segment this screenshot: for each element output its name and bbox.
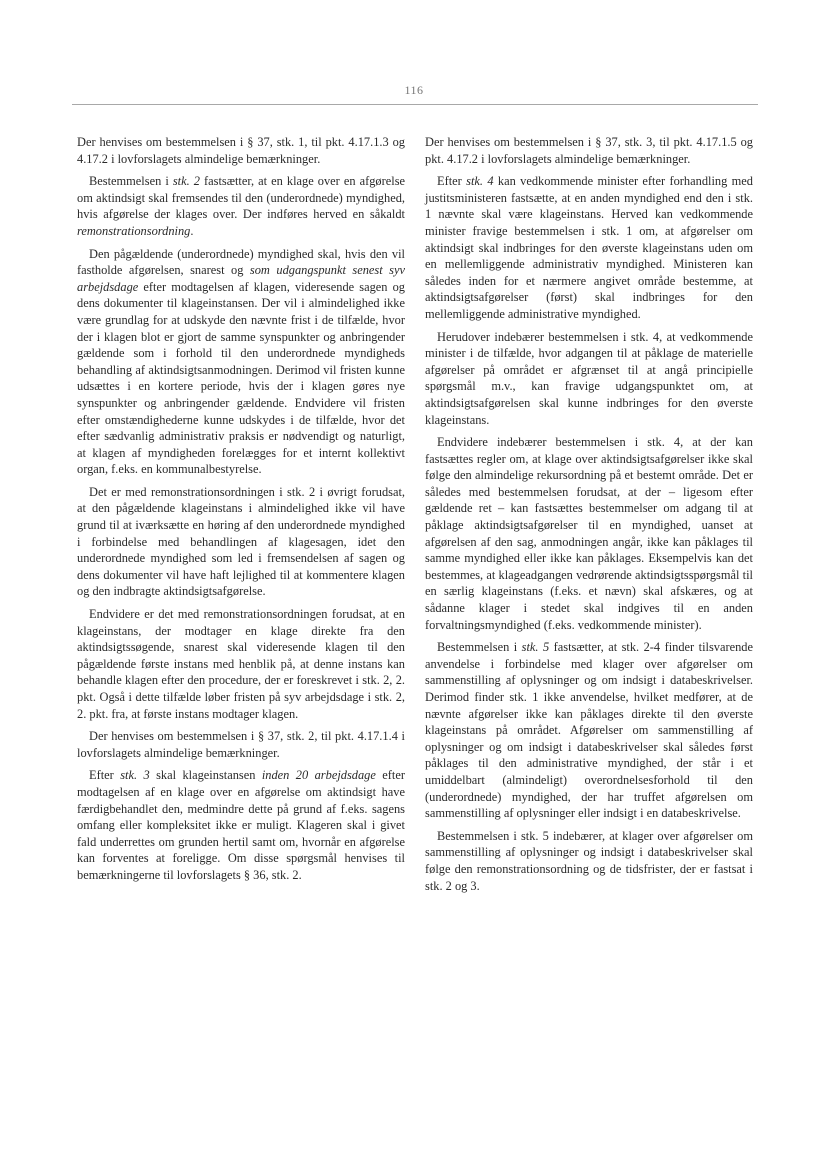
- paragraph: Der henvises om bestemmelsen i § 37, stk. 2, til pkt. 4.17.1.4 i lovforslagets almindelige bemærkninger.: [77, 729, 405, 760]
- paragraph: Bestemmelsen i stk. 2 fastsætter, at en klage over en afgørelse om aktindsigt skal fremsendes til den (underordnede) myndighed, hvis afgørelse der klages over. Der indføres herved en såkaldt remonstrationsordning.: [77, 174, 406, 238]
- paragraph: Der henvises om bestemmelsen i § 37, stk. 3, til pkt. 4.17.1.5 og pkt. 4.17.2 i lovforslagets almindelige bemærkninger.: [425, 135, 753, 166]
- paragraph: Bestemmelsen i stk. 5 fastsætter, at stk. 2-4 finder tilsvarende anvendelse i forbindelse med klager over afgørelser om sammenstilling af oplysninger og om indsigt i databeskrivelser. Derimod finder stk. 1 ikke anvendelse, hvilket medfører, at de nævnte afgørelser ikke kan påklages direkte til den øverste klageinstans på området. Afgørelser om sammenstilling af oplysninger og om indsigt i databeskrivelser skal således først påklages til den administrative myndighed, der står i et umiddelbart (almindeligt) overordnelsesforhold til den (underordnede) myndighed, der har truffet afgørelsen om sammenstilling af oplysninger eller indsigt i en databeskrivelse.: [425, 640, 754, 821]
- paragraph: Endvidere er det med remonstrationsordningen forudsat, at en klageinstans, der modtager en klage direkte fra den aktindsigtssøgende, snarest skal videresende klagen til den pågældende første instans med henblik på, at denne instans kan behandle klagen efter den procedure, der er foreskrevet i stk. 2, 2. pkt. Også i dette tilfælde løber fristen på syv arbejdsdage i stk. 2, 2. pkt. fra, at første instans modtager klagen.: [77, 607, 405, 721]
- right-column: [425, 134, 753, 900]
- paragraph: Den pågældende (underordnede) myndighed skal, hvis den vil fastholde afgørelsen, snarest og som udgangspunkt senest syv arbejdsdage efter modtagelsen af klagen, videresende sagen og dens dokumenter til klageinstansen. Der vil i almindelighed ikke være grundlag for at udskyde den nævnte frist i de tilfælde, hvor der i klagen blot er gjort de samme synspunkter og anbringender gældende som i forhold til den underordnede myndigheds behandling af aktindsigtsanmodningen. Derimod vil fristen kunne udsættes i en kortere periode, hvis der i klagen gøres nye synspunkter og anbringender gældende. Endvidere vil fristen efter omstændighederne kunne udskydes i de tilfælde, hvor det efter sædvanlig administrativ praksis er nødvendigt og naturligt, at klagen af myndigheden forelægges for et internt kollektivt organ, f.eks. en kommunalbestyrelse.: [77, 246, 405, 477]
- paragraph: Det er med remonstrationsordningen i stk. 2 i øvrigt forudsat, at den pågældende klageinstans i almindelighed ikke vil have grund til at iværksætte en høring af den underordnede myndighed i forbindelse med behandlingen af klagesagen, idet den underordnede myndighed som led i fremsendelsen af sagen og dens dokumenter vil have haft lejlighed til at kommentere klagen og den indbragte aktindsigtsafgørelse.: [77, 484, 405, 599]
- paragraph: Efter stk. 4 kan vedkommende minister efter forhandling med justitsministeren fastsætte, at en anden myndighed end den i stk. 1 nævnte skal være klageinstans. Herved kan vedkommende minister fravige bestemmelsen i stk. 1 om, at afgørelser om aktindsigt skal indbringes for den øverste klageinstans uden om en mellemliggende administrativ myndighed. Ministeren kan således inden for et nærmere angivet område bestemme, at aktindsigtsafgørelser (først) skal indbringes for den mellemliggende administrative myndighed.: [425, 174, 753, 321]
- paragraph: Efter stk. 3 skal klageinstansen inden 20 arbejdsdage efter modtagelsen af en klage over en afgørelse om aktindsigt have færdigbehandlet den, medmindre dette på grund af f.eks. sagens omfang eller kompleksitet ikke er muligt. Klageren skal i givet fald underrettes om grunden hertil samt om, hvornår en afgørelse kan forventes at foreligge. Om disse spørgsmål henvises til bemærkningerne til lovforslagets § 36, stk. 2.: [77, 768, 405, 882]
- header-rule: [72, 104, 758, 105]
- paragraph: Herudover indebærer bestemmelsen i stk. 4, at vedkommende minister i de tilfælde, hvor adgangen til at påklage de materielle afgørelser på området er afgrænset til at angå principielle spørgsmål m.v., kan fravige udgangspunktet om, at aktindsigtsafgørelsen skal kunne indbringes for den øverste klageinstans.: [425, 329, 753, 427]
- paragraph: Endvidere indebærer bestemmelsen i stk. 4, at der kan fastsættes regler om, at klage over aktindsigtsafgørelser ikke skal følge den almindelige rekursordning på et bestemt område. Det er således med bestemmelsen forudsat, at der – ligesom efter gældende ret – kan fastsættes bestemmelser om adgang til at påklage aktindsigtsafgørelser til en myndighed, uanset at afgørelsen af den sag, anmodningen angår, ikke kan påklages til samme myndighed eller ikke kan påklages. Eksempelvis kan det bestemmes, at klageadgangen vedrørende aktindsigtsspørgsmål til en særlig klageinstans (f.eks. et nævn) skal afskæres, og at sådanne klager i stedet skal indgives til en anden forvaltningsmyndighed (f.eks. vedkommende minister).: [425, 435, 753, 632]
- paragraph: Der henvises om bestemmelsen i § 37, stk. 1, til pkt. 4.17.1.3 og 4.17.2 i lovforslagets almindelige bemærkninger.: [77, 135, 405, 166]
- paragraph: Bestemmelsen i stk. 5 indebærer, at klager over afgørelser om sammenstilling af oplysninger og indsigt i databeskrivelser skal følge den remonstrationsordning og de tidsfrister, der er fastsat i stk. 2 og 3.: [425, 828, 753, 893]
- page-number: 116: [404, 83, 424, 97]
- left-column: [77, 134, 405, 890]
